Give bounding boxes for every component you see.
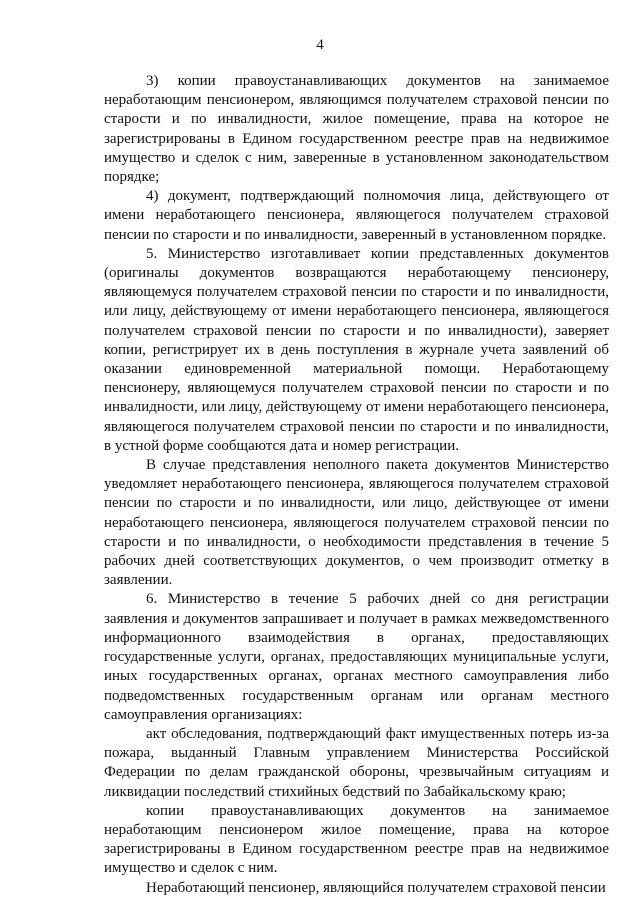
document-body (104, 72, 609, 898)
paragraph-pensioner-continued: Неработающий пенсионер, являющийся получателем страховой пенсии (146, 879, 606, 896)
paragraph-clause-5: 5. Министерство изготавливает копии представленных документов (оригиналы документов возвращаются неработающему пенсионеру, являющемуся получателем страховой пенсии по старости и по инвалидности, или лицу, действующему от имени неработающего пенсионера, являющегося получателем страховой пенсии по старости и по инвалидности), заверяет копии, регистрирует их в день поступления в журнале учета заявлений об оказании единовременной материальной помощи. Неработающему пенсионеру, являющемуся получателем страховой пенсии по старости и по инвалидности, или лицу, действующему от имени неработающего пенсионера, являющегося получателем страховой пенсии по старости и по инвалидности, в устной форме сообщаются дата и номер регистрации. (104, 245, 609, 454)
paragraph-item-4: 4) документ, подтверждающий полномочия лица, действующего от имени неработающего пенсионера, являющегося получателем страховой пенсии по старости и по инвалидности, заверенный в установленном порядке. (104, 188, 609, 243)
paragraph-clause-6: 6. Министерство в течение 5 рабочих дней со дня регистрации заявления и документов запрашивает и получает в рамках межведомственного информационного взаимодействия в органах, предоставляющих государственные услуги, органах, предоставляющих муниципальные услуги, иных государственных органах, органах местного самоуправления либо подведомственных государственным органам или органам местного самоуправления организациях: (104, 591, 609, 723)
paragraph-item-3: 3) копии правоустанавливающих документов на занимаемое неработающим пенсионером, являющимся получателем страховой пенсии по старости и по инвалидности, жилое помещение, права на которое не зарегистрированы в Едином государственном реестре прав на недвижимое имущество и сделок с ним, заверенные в установленном законодательством порядке; (104, 73, 609, 186)
paragraph-incomplete-package: В случае представления неполного пакета документов Министерство уведомляет неработающего пенсионера, являющегося получателем страховой пенсии по старости и по инвалидности, или лицо, действующее от имени неработающего пенсионера, являющегося получателем страховой пенсии по старости и по инвалидности, о необходимости представления в течение 5 рабочих дней соответствующих документов, о чем производит отметку в заявлении. (104, 457, 609, 589)
paragraph-inspection-act: акт обследования, подтверждающий факт имущественных потерь из-за пожара, выданный Главным управлением Министерства Российской Федерации по делам гражданской обороны, чрезвычайным ситуациям и ликвидации последствий стихийных бедствий по Забайкальскому краю; (104, 725, 609, 800)
page-number: 4 (316, 37, 324, 53)
paragraph-title-documents: копии правоустанавливающих документов на занимаемое неработающим пенсионером жилое помещение, права на которое зарегистрированы в Едином государственном реестре прав на недвижимое имущество и сделок с ним. (104, 802, 609, 877)
